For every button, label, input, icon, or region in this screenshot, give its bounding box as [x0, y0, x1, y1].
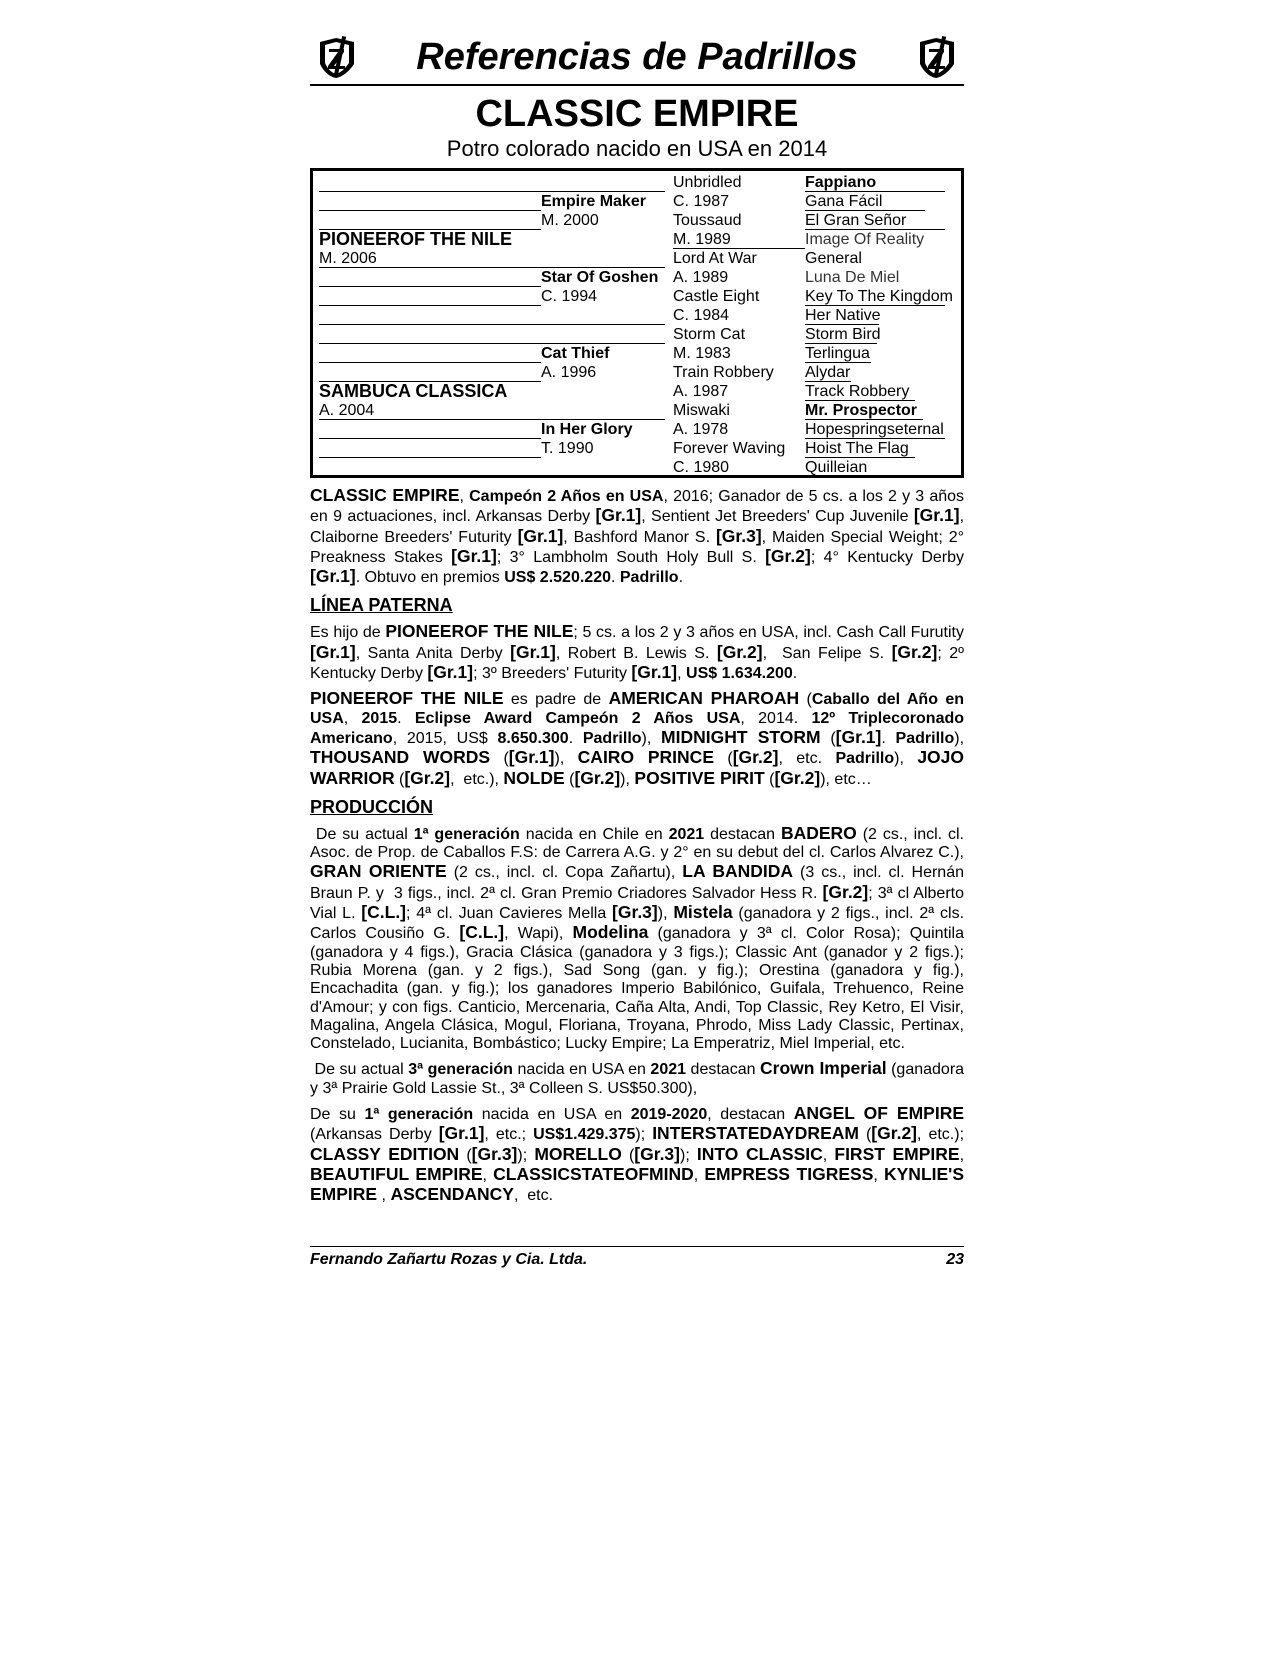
pedigree-cell: M. 2006	[319, 250, 377, 267]
pedigree-row	[319, 249, 953, 268]
production-usa-1st-paragraph: De su 1ª generación nacida en USA en 2019-2020, destacan ANGEL OF EMPIRE (Arkansas Derby [Gr.1], etc.; US$1.429.375); INTERSTATEDAYDREAM ([Gr.2], etc.); CLASSY EDITION ([Gr.3]); MORELLO ([Gr.3]); INTO CLASSIC, FIRST EMPIRE, BEAUTIFUL EMPIRE, CLASSICSTATEOFMIND, EMPRESS TIGRESS, KYNLIE'S EMPIRE , ASCENDANCY, etc.	[310, 1103, 965, 1205]
horse-name: CLASSIC EMPIRE	[475, 93, 799, 135]
pedigree-cell: Storm Bird	[805, 326, 881, 343]
pedigree-row	[319, 363, 953, 382]
pedigree-cell: Her Native	[805, 307, 881, 324]
pedigree-cell: Miswaki	[673, 402, 730, 419]
pedigree-row	[319, 458, 953, 477]
pedigree-cell: Fappiano	[805, 174, 877, 191]
horse-subtitle: Potro colorado nacido en USA en 2014	[446, 136, 828, 161]
pedigree-row	[319, 439, 953, 458]
pedigree-cell: C. 1980	[673, 459, 730, 476]
pedigree-table	[310, 168, 964, 478]
pedigree-cell: A. 1989	[673, 269, 729, 286]
pedigree-cell: Gana Fácil	[805, 193, 883, 210]
pedigree-row	[319, 420, 953, 439]
sire-paragraph: Es hijo de PIONEEROF THE NILE; 5 cs. a los 2 y 3 años en USA, incl. Cash Call Furutity [Gr.1], Santa Anita Derby [Gr.1], Robert B. Lewis S. [Gr.2], San Felipe S. [Gr.2]; 2º Kentucky Derby [Gr.1]; 3º Breeders' Futurity [Gr.1], US$ 1.634.200.	[310, 621, 965, 683]
pedigree-cell: C. 1984	[673, 307, 730, 324]
pedigree-cell: Castle Eight	[673, 288, 760, 305]
pedigree-cell: Quilleian	[805, 459, 868, 476]
pedigree-cell: Lord At War	[673, 250, 757, 267]
production-usa-3rd-paragraph: De su actual 3ª generación nacida en USA en 2021 destacan Crown Imperial (ganadora y 3ª Prairie Gold Lassie St., 3ª Colleen S. US$50.300),	[310, 1058, 965, 1097]
pedigree-row	[319, 230, 953, 249]
pedigree-cell: Train Robbery	[673, 364, 774, 381]
pedigree-cell: SAMBUCA CLASSICA	[319, 381, 508, 401]
pedigree-cell: Alydar	[805, 364, 851, 381]
page-number: 23	[946, 1251, 964, 1268]
pedigree-cell: M. 2000	[541, 212, 599, 229]
pedigree-row	[319, 287, 953, 306]
page	[310, 30, 964, 1206]
pedigree-cell: Hopespringseternal	[805, 421, 944, 438]
pedigree-row	[319, 211, 953, 230]
pedigree-cell: In Her Glory	[541, 421, 633, 438]
pedigree-row	[319, 382, 953, 401]
footer-company: Fernando Zañartu Rozas y Cia. Ltda.	[310, 1251, 588, 1268]
pedigree-cell: El Gran Señor	[805, 212, 907, 229]
pedigree-cell: A. 1978	[673, 421, 729, 438]
pedigree-row	[319, 306, 953, 325]
summary-paragraph: CLASSIC EMPIRE, Campeón 2 Años en USA, 2016; Ganador de 5 cs. a los 2 y 3 años en 9 actuaciones, incl. Arkansas Derby [Gr.1], Sentient Jet Breeders' Cup Juvenile [Gr.1], Claiborne Breeders' Futurity [Gr.1], Bashford Manor S. [Gr.3], Maiden Special Weight; 2° Preakness Stakes [Gr.1]; 3° Lambholm South Holy Bull S. [Gr.2]; 4° Kentucky Derby [Gr.1]. Obtuvo en premios US$ 2.520.220. Padrillo.	[310, 485, 965, 587]
pedigree-cell: Key To The Kingdom	[805, 288, 953, 305]
main-text	[310, 486, 964, 1206]
production-chile-paragraph: De su actual 1ª generación nacida en Chile en 2021 destacan BADERO (2 cs., incl. cl. Asoc. de Prop. de Caballos F.S: de Carrera A.G. y 2° en su debut del cl. Carlos Alvarez C.), GRAN ORIENTE (2 cs., incl. cl. Copa Zañartu), LA BANDIDA (3 cs., incl. cl. Hernán Braun P. y 3 figs., incl. 2ª cl. Gran Premio Criadores Salvador Hess R. [Gr.2]; 3ª cl Alberto Vial L. [C.L.]; 4ª cl. Juan Cavieres Mella [Gr.3]), Mistela (ganadora y 2 figs., incl. 2ª cls. Carlos Cousiño G. [C.L.], Wapi), Modelina (ganadora y 3ª cl. Color Rosa); Quintila (ganadora y 4 figs.), Gracia Clásica (ganadora y 3 figs.); Classic Ant (ganador y 2 figs.); Rubia Morena (gan. y 2 figs.), Sad Song (gan. y fig.); Orestina (ganadora y fig.), Encachadita (gan. y fig.); los ganadores Imperio Babilónico, Guifala, Trehuenco, Reine d'Amour; y con figs. Canticio, Mercenaria, Caña Alta, Andi, Top Classic, Rey Ketro, El Visir, Magalina, Angela Clásica, Mogul, Floriana, Troyana, Phrodo, Miss Lady Classic, Pertinax, Constelado, Lucianita, Bombástico; Lucky Empire; La Emperatriz, Miel Imperial, etc.	[310, 822, 965, 1053]
pedigree-row	[319, 173, 953, 192]
pedigree-cell: Image Of Reality	[805, 231, 925, 248]
pedigree-row	[319, 192, 953, 211]
pedigree-cell: Toussaud	[673, 212, 742, 229]
pedigree-row	[319, 268, 953, 287]
logo-icon	[916, 34, 958, 80]
pedigree-cell: Storm Cat	[673, 326, 746, 343]
pedigree-cell: PIONEEROF THE NILE	[319, 229, 513, 249]
section-heading: PRODUCCIÓN	[310, 796, 434, 817]
pedigree-cell: Luna De Miel	[805, 269, 900, 286]
pedigree-cell: T. 1990	[541, 440, 594, 457]
pedigree-cell: Cat Thief	[541, 345, 610, 362]
pedigree-cell: General	[805, 250, 862, 267]
section-heading: LÍNEA PATERNA	[310, 595, 453, 616]
page-footer	[310, 1246, 964, 1269]
pedigree-cell: A. 2004	[319, 402, 375, 419]
pedigree-cell: C. 1987	[673, 193, 730, 210]
pedigree-row	[319, 344, 953, 363]
pedigree-row	[319, 401, 953, 420]
page-header	[310, 30, 964, 86]
pedigree-cell: Hoist The Flag	[805, 440, 909, 457]
pedigree-cell: Forever Waving	[673, 440, 786, 457]
pedigree-cell: M. 1983	[673, 345, 731, 362]
pedigree-cell: A. 1996	[541, 364, 597, 381]
pedigree-cell: Terlingua	[805, 345, 870, 362]
pedigree-cell: Track Robbery	[805, 383, 910, 400]
pedigree-cell: M. 1989	[673, 231, 731, 248]
pedigree-cell: C. 1994	[541, 288, 598, 305]
sire-offspring-paragraph: PIONEEROF THE NILE es padre de AMERICAN PHAROAH (Caballo del Año en USA, 2015. Eclipse Award Campeón 2 Años USA, 2014. 12º Triplecoronado Americano, 2015, US$ 8.650.300. Padrillo), MIDNIGHT STORM ([Gr.1]. Padrillo), THOUSAND WORDS ([Gr.1]), CAIRO PRINCE ([Gr.2], etc. Padrillo), JOJO WARRIOR ([Gr.2], etc.), NOLDE ([Gr.2]), POSITIVE PIRIT ([Gr.2]), etc…	[310, 688, 965, 788]
pedigree-cell: Empire Maker	[541, 193, 646, 210]
pedigree-cell: Mr. Prospector	[805, 402, 918, 419]
pedigree-cell: Unbridled	[673, 174, 742, 191]
pedigree-row	[319, 325, 953, 344]
pedigree-cell: A. 1987	[673, 383, 729, 400]
header-title: Referencias de Padrillos	[416, 36, 858, 78]
pedigree-cell: Star Of Goshen	[541, 269, 659, 286]
